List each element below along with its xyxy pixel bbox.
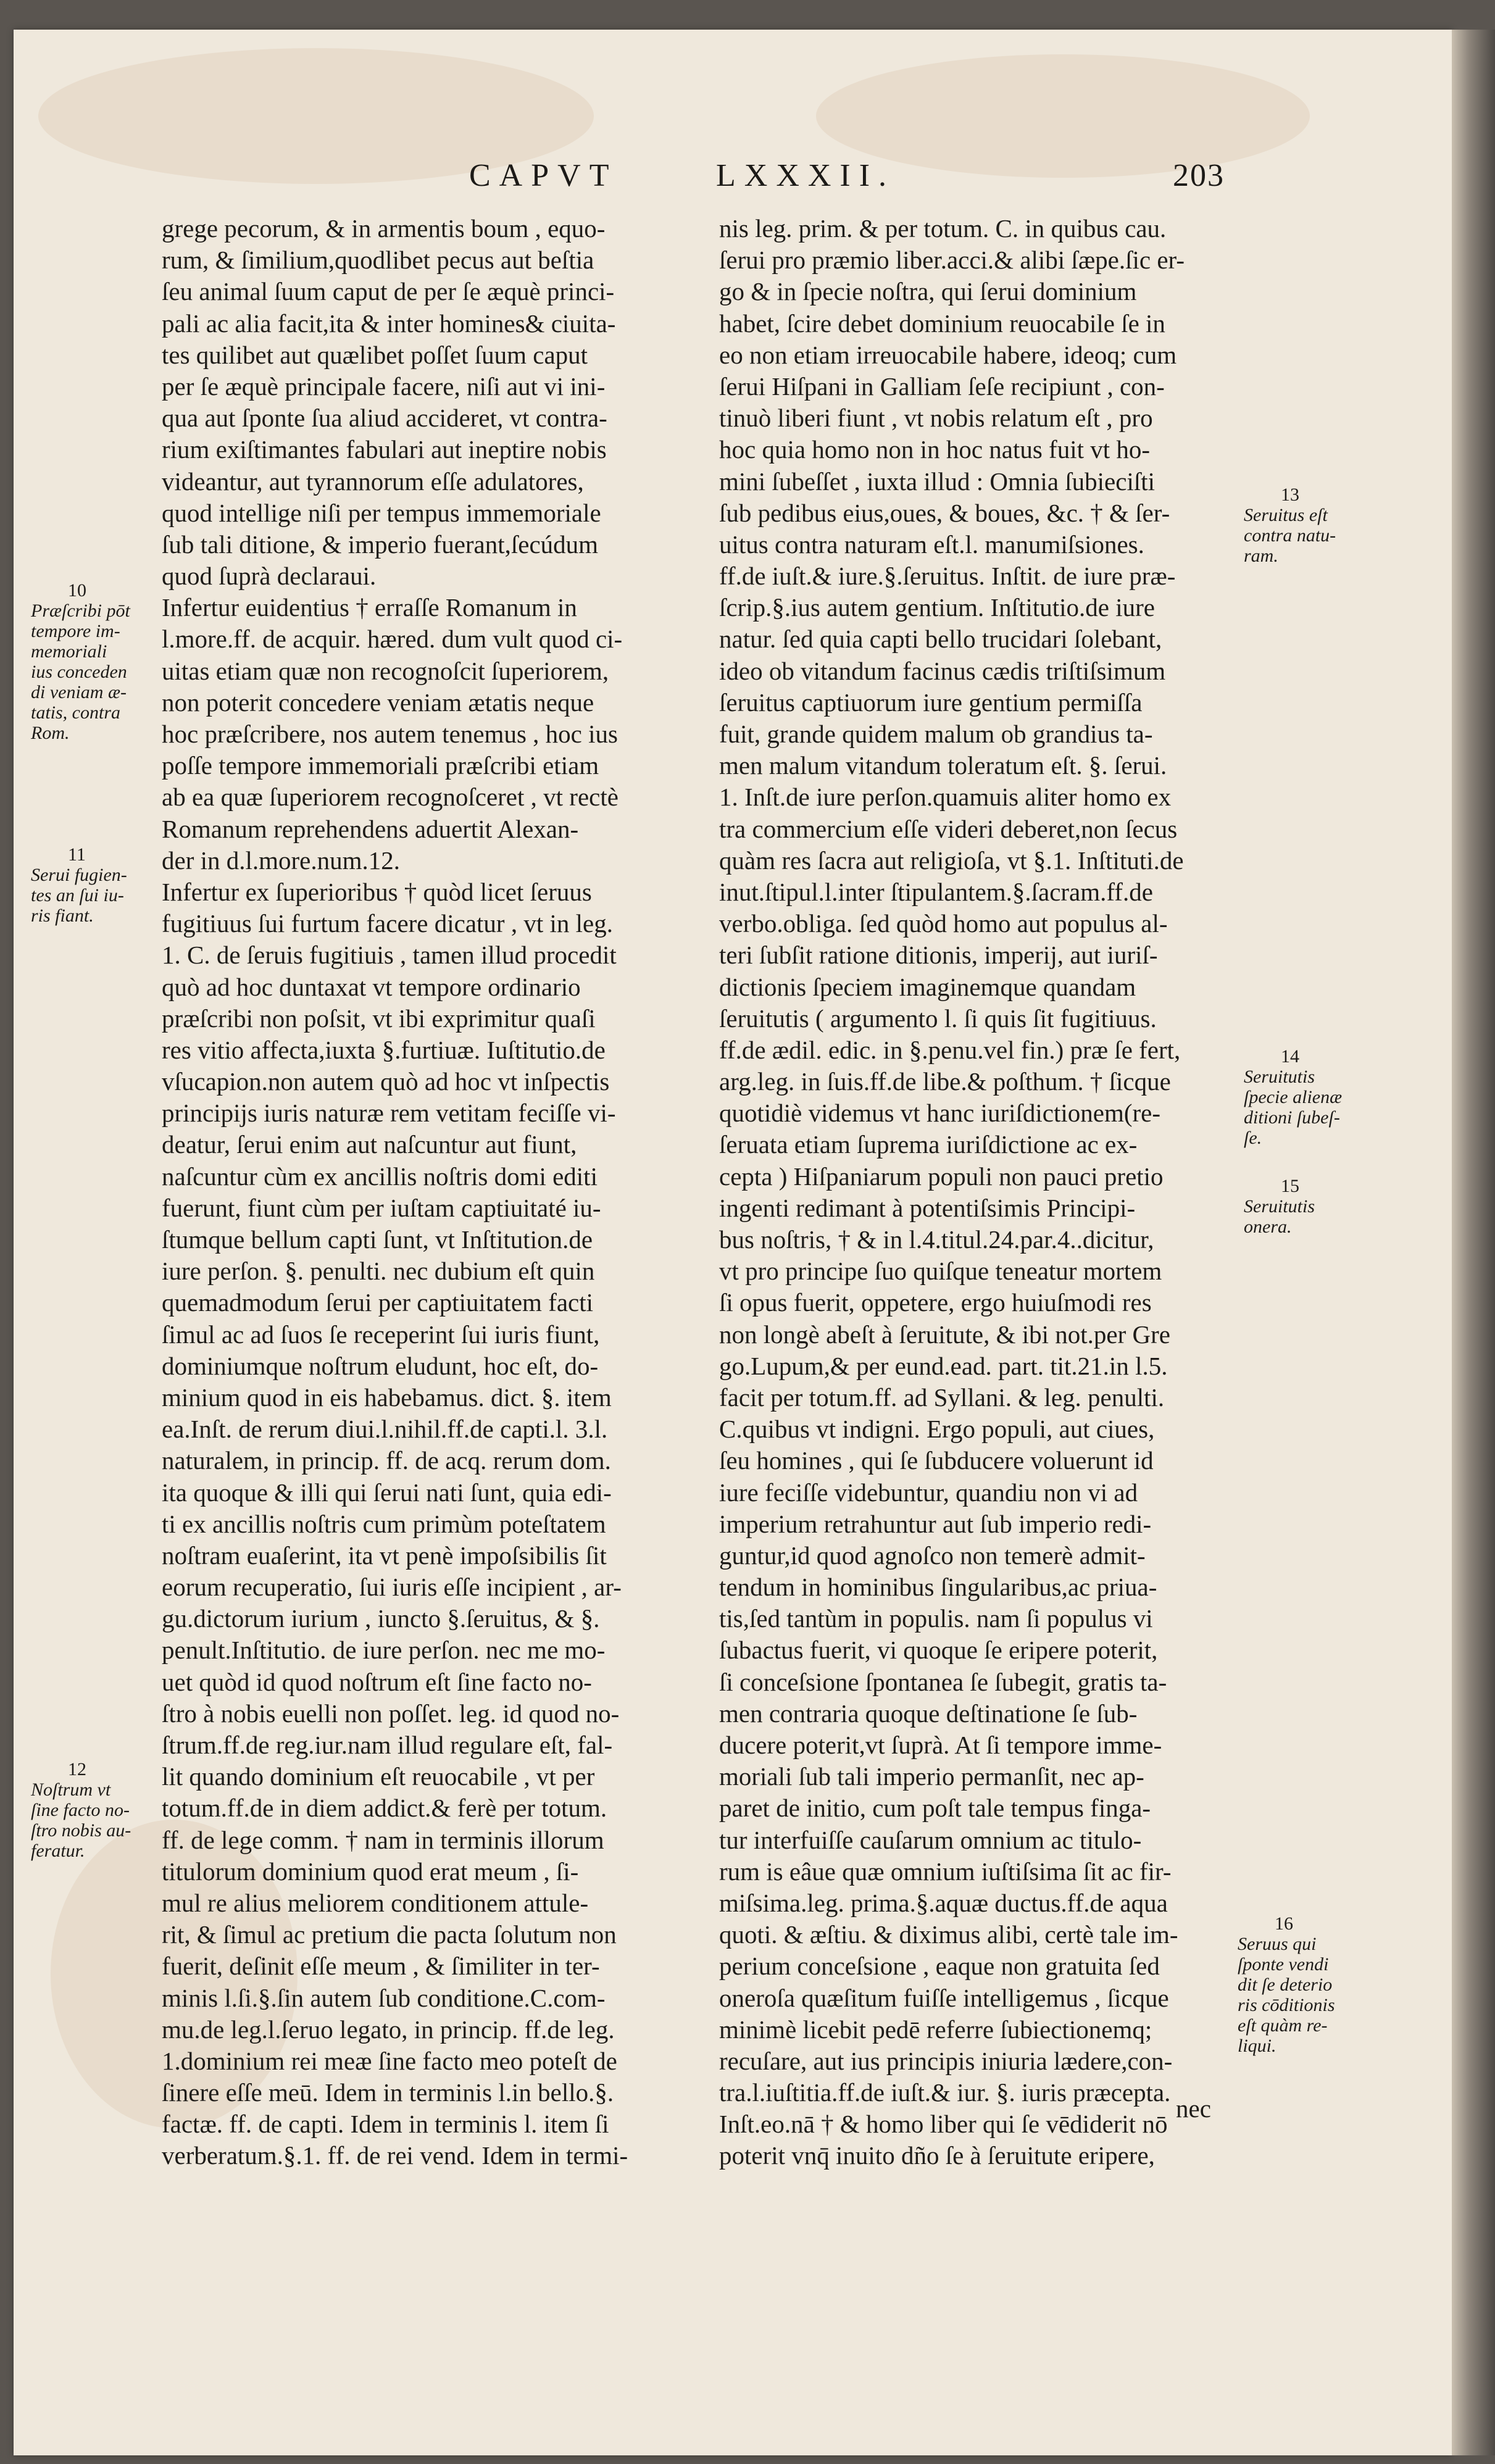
text-line: ideo ob vitandum facinus cædis triſtiſsimum — [719, 656, 1166, 685]
marginal-note-line: onera. — [1244, 1217, 1292, 1237]
text-line: bus noſtris, † & in l.4.titul.24.par.4..dicitur, — [719, 1225, 1154, 1254]
text-line: ſtumque bellum capti ſunt, vt Inſtitution.de — [162, 1225, 593, 1254]
marginal-note-number: 16 — [1275, 1913, 1293, 1934]
text-line: non longè abeſt à ſeruitute, & ibi not.per Gre — [719, 1320, 1170, 1349]
text-line: minis l.ſi.§.ſin autem ſub conditione.C.com- — [162, 1983, 606, 2012]
text-line: iure perſon. §. penulti. nec dubium eſt quin — [162, 1257, 595, 1286]
text-line: ſubactus fuerit, vi quoque ſe eripere poterit, — [719, 1636, 1158, 1665]
marginal-note-number: 12 — [68, 1759, 86, 1779]
marginal-note-13 — [1244, 485, 1336, 566]
text-line: ff. de lege comm. † nam in terminis illorum — [162, 1825, 604, 1854]
page-edge-shadow — [1452, 30, 1495, 2455]
text-line: 1. Inſt.de iure perſon.quamuis aliter homo ex — [719, 783, 1172, 812]
marginal-note-15 — [1244, 1176, 1315, 1237]
marginal-note-16 — [1238, 1913, 1335, 2056]
text-line: vſucapion.non autem quò ad hoc vt inſpectis — [162, 1067, 610, 1096]
text-line: ſeruitutis ( argumento l. ſi quis ſit fugitiuus. — [719, 1004, 1157, 1033]
text-line: quoti. & æſtiu. & diximus alibi, certè tale im- — [719, 1920, 1178, 1949]
text-line: moriali ſub tali imperio permanſit, nec ap- — [719, 1762, 1144, 1791]
text-line: uet quòd id quod noſtrum eſt ſine facto no- — [162, 1667, 592, 1696]
text-line: paret de initio, cum poſt tale tempus finga- — [719, 1794, 1151, 1823]
text-line: vt pro principe ſuo quiſque teneatur mortem — [719, 1257, 1162, 1286]
text-line: uitus contra naturam eſt.l. manumiſsiones. — [719, 530, 1144, 559]
text-line: mul re alius meliorem conditionem attule- — [162, 1888, 589, 1917]
marginal-note-line: Præſcribi pōt — [31, 601, 130, 621]
text-line: non poterit concedere veniam ætatis neque — [162, 688, 594, 717]
page-number: 203 — [1173, 158, 1225, 193]
text-line: ſerui pro præmio liber.acci.& alibi ſæpe.ſic er- — [719, 246, 1185, 275]
text-line: ſeu animal ſuum caput de per ſe æquè princi- — [162, 277, 615, 306]
text-line: ſub tali ditione, & imperio fuerant,ſecúdum — [162, 530, 599, 559]
text-line: dictionis ſpeciem imaginemque quandam — [719, 972, 1136, 1001]
header-caput: CAPVT — [469, 158, 618, 193]
text-line: grege pecorum, & in armentis boum , equo- — [162, 214, 606, 243]
text-line: rium exiſtimantes fabulari aut ineptire nobis — [162, 435, 607, 464]
marginal-note-line: ſponte vendi — [1238, 1954, 1329, 1975]
text-line: Infertur euidentius † erraſſe Romanum in — [162, 593, 577, 622]
text-line: ab ea quæ ſuperiorem recognoſceret , vt rectè — [162, 783, 618, 812]
text-line: ita quoque & illi qui ſerui nati ſunt, quia edi- — [162, 1478, 612, 1507]
marginal-note-line: ſe. — [1244, 1128, 1262, 1148]
marginal-note-number: 10 — [68, 580, 86, 601]
text-line: quò ad hoc duntaxat vt tempore ordinario — [162, 972, 581, 1001]
text-line: deatur, ſerui enim aut naſcuntur aut fiunt, — [162, 1130, 577, 1159]
marginal-note-number: 11 — [68, 844, 86, 865]
text-line: poſſe tempore immemoriali præſcribi etiam — [162, 751, 599, 780]
text-line: res vitio affecta,iuxta §.furtiuæ. Iuſtitutio.de — [162, 1035, 606, 1064]
marginal-note-line: Seruitus eſt — [1244, 505, 1328, 525]
text-line: 1. C. de ſeruis fugitiuis , tamen illud procedit — [162, 941, 617, 970]
text-line: per ſe æquè principale facere, niſi aut vi ini- — [162, 372, 606, 401]
text-line: ff.de ædil. edic. in §.penu.vel fin.) præ ſe fert, — [719, 1035, 1181, 1064]
text-line: fuit, grande quidem malum ob grandius ta- — [719, 720, 1153, 748]
catchword: nec — [1176, 2094, 1211, 2123]
marginal-note-10 — [31, 580, 130, 743]
text-line: quemadmodum ſerui per captiuitatem facti — [162, 1288, 594, 1317]
text-line: ea.Inſt. de rerum diui.l.nihil.ff.de capti.l. 3.l. — [162, 1415, 608, 1444]
text-line: tendum in hominibus ſingularibus,ac priua- — [719, 1573, 1157, 1602]
text-line: 1.dominium rei meæ ſine facto meo poteſt de — [162, 2046, 617, 2075]
text-line: ſimul ac ad ſuos ſe receperint ſui iuris fiunt, — [162, 1320, 600, 1349]
text-line: ſcrip.§.ius autem gentium. Inſtitutio.de iure — [719, 593, 1155, 622]
text-line: recuſare, aut ius principis iniuria lædere,con- — [719, 2046, 1173, 2075]
marginal-note-number: 15 — [1281, 1176, 1299, 1196]
text-line: principijs iuris naturæ rem vetitam feciſſe vi- — [162, 1099, 616, 1128]
text-line: Inſt.eo.nā † & homo liber qui ſe vēdiderit nō — [719, 2110, 1168, 2139]
text-line: rum is eâue quæ omnium iuſtiſsima ſit ac fir- — [719, 1857, 1172, 1886]
marginal-note-line: feratur. — [31, 1841, 85, 1861]
text-line: go.Lupum,& per eund.ead. part. tit.21.in l.5. — [719, 1351, 1168, 1380]
text-line: men contraria quoque deſtinatione ſe ſub- — [719, 1699, 1138, 1728]
text-line: factæ. ff. de capti. Idem in terminis l. item ſi — [162, 2110, 609, 2139]
text-line: guntur,id quod agnoſco non temerè admit- — [719, 1541, 1146, 1570]
text-line: ſi conceſsione ſpontanea ſe ſubegit, gratis ta- — [719, 1667, 1167, 1696]
text-line: uitas etiam quæ non recognoſcit ſuperiorem, — [162, 656, 609, 685]
text-line: quod ſuprà declaraui. — [162, 562, 377, 591]
text-line: tis,ſed tantùm in populis. nam ſi populus vi — [719, 1604, 1153, 1633]
marginal-note-line: Noſtrum vt — [31, 1779, 111, 1800]
text-line: eo non etiam irreuocabile habere, ideoq; cum — [719, 340, 1177, 369]
marginal-note-number: 13 — [1281, 485, 1299, 505]
text-line: imperium retrahuntur aut ſub imperio redi- — [719, 1509, 1152, 1538]
text-line: natur. ſed quia capti bello trucidari ſolebant, — [719, 625, 1162, 654]
marginal-note-line: ſpecie alienæ — [1244, 1087, 1343, 1107]
text-line: hoc præſcribere, nos autem tenemus , hoc ius — [162, 720, 618, 748]
text-line: rum, & ſimilium,quodlibet pecus aut beſtia — [162, 246, 594, 275]
marginal-note-line: ſine facto no- — [31, 1800, 130, 1820]
text-line: ſeruitus captiuorum iure gentium permiſſa — [719, 688, 1143, 717]
text-line: tinuò liberi fiunt , vt nobis relatum eſt , pro — [719, 404, 1153, 433]
text-line: fugitiuus ſui furtum facere dicatur , vt in leg. — [162, 909, 613, 938]
text-line: oneroſa quæſitum fuiſſe intelligemus , ſicque — [719, 1983, 1169, 2012]
text-line: quotidiè videmus vt hanc iuriſdictionem(re- — [719, 1099, 1161, 1128]
marginal-note-line: Seruitutis — [1244, 1196, 1315, 1217]
marginal-note-line: Seruitutis — [1244, 1067, 1315, 1087]
text-line: ſub pedibus eius,oues, & boues, &c. † & ſer- — [719, 498, 1170, 527]
text-line: ſi opus fuerit, oppetere, ergo huiuſmodi res — [719, 1288, 1152, 1317]
text-line: perium conceſsione , eaque non gratuita ſed — [719, 1952, 1160, 1981]
text-line: ſeruata etiam ſuprema iuriſdictione ac ex- — [719, 1130, 1138, 1159]
text-line: minimè licebit pedē referre ſubiectionemq; — [719, 2015, 1152, 2044]
marginal-note-line: ditioni ſubeſ- — [1244, 1107, 1340, 1128]
text-line: totum.ff.de in diem addict.& ferè per totum. — [162, 1794, 607, 1823]
marginal-note-line: di veniam æ- — [31, 682, 127, 702]
text-line: pali ac alia facit,ita & inter homines& ciuita- — [162, 309, 616, 338]
text-line: naturalem, in princip. ff. de acq. rerum dom. — [162, 1446, 611, 1475]
marginal-note-line: ram. — [1244, 546, 1278, 566]
text-line: Infertur ex ſuperioribus † quòd licet ſeruus — [162, 877, 592, 906]
text-line: quàm res ſacra aut religioſa, vt §.1. Inſtituti.de — [719, 846, 1184, 875]
text-line: poterit vnq̄ inuito dño ſe à ſeruitute eripere, — [719, 2141, 1155, 2170]
text-line: fuerunt, fiunt cùm per iuſtam captiuitaté iu- — [162, 1193, 601, 1222]
marginal-note-11 — [31, 844, 127, 926]
text-line: miſsima.leg. prima.§.aquæ ductus.ff.de aqua — [719, 1888, 1168, 1917]
marginal-note-line: tatis, contra — [31, 702, 121, 723]
marginal-note-number: 14 — [1281, 1046, 1299, 1067]
text-line: ſtrum.ff.de reg.iur.nam illud regulare eſt, fal- — [162, 1731, 613, 1759]
marginal-note-line: Rom. — [31, 723, 70, 743]
text-line: tes quilibet aut quælibet poſſet ſuum caput — [162, 340, 588, 369]
text-line: gu.dictorum iurium , iuncto §.ſeruitus, & §. — [162, 1604, 600, 1633]
text-line: eorum recuperatio, ſui iuris eſſe incipient , ar- — [162, 1573, 622, 1602]
text-line: titulorum dominium quod erat meum , ſi- — [162, 1857, 579, 1886]
text-line: nis leg. prim. & per totum. C. in quibus cau. — [719, 214, 1167, 243]
marginal-note-line: Serui fugien- — [31, 865, 127, 885]
text-line: naſcuntur cùm ex ancillis noſtris domi editi — [162, 1162, 598, 1191]
text-line: tur interfuiſſe cauſarum omnium ac titulo- — [719, 1825, 1142, 1854]
marginal-note-line: eſt quàm re- — [1238, 2015, 1328, 2036]
text-line: verbo.obliga. ſed quòd homo aut populus al- — [719, 909, 1168, 938]
text-line: inut.ſtipul.l.inter ſtipulantem.§.ſacram.ff.de — [719, 877, 1153, 906]
text-line: habet, ſcire debet dominium reuocabile ſe in — [719, 309, 1165, 338]
text-line: teri ſubſit ratione ditionis, imperij, aut iuriſ- — [719, 941, 1158, 970]
marginal-note-12 — [31, 1759, 131, 1861]
left-text-column — [162, 213, 683, 2172]
text-line: lit quando dominium eſt reuocabile , vt per — [162, 1762, 595, 1791]
text-line: noſtram euaſerint, ita vt penè impoſsibilis ſit — [162, 1541, 607, 1570]
text-line: qua aut ſponte ſua aliud accideret, vt contra- — [162, 404, 607, 433]
text-line: Romanum reprehendens aduertit Alexan- — [162, 814, 579, 843]
text-line: ſeu homines , qui ſe ſubducere voluerunt id — [719, 1446, 1154, 1475]
marginal-note-line: ris cōditionis — [1238, 1995, 1335, 2015]
text-line: ti ex ancillis noſtris cum primùm poteſtatem — [162, 1509, 606, 1538]
text-line: arg.leg. in ſuis.ff.de libe.& poſthum. † ſicque — [719, 1067, 1171, 1096]
text-line: fuerit, deſinit eſſe meum , & ſimiliter in ter- — [162, 1952, 600, 1981]
text-line: ſerui Hiſpani in Galliam ſeſe recipiunt , con- — [719, 372, 1165, 401]
marginal-note-line: contra natu- — [1244, 525, 1336, 546]
text-line: ducere poterit,vt ſuprà. At ſi tempore imme- — [719, 1731, 1162, 1759]
marginal-note-line: ius conceden — [31, 662, 127, 682]
text-line: tra commercium eſſe videri deberet,non ſecus — [719, 814, 1178, 843]
text-line: rit, & ſimul ac pretium die pacta ſolutum non — [162, 1920, 617, 1949]
text-line: l.more.ff. de acquir. hæred. dum vult quod ci- — [162, 625, 623, 654]
text-line: quod intellige niſi per tempus immemoriale — [162, 498, 601, 527]
text-line: go & in ſpecie noſtra, qui ſerui dominium — [719, 277, 1137, 306]
header-chapter-number: LXXXII. — [716, 158, 896, 193]
text-line: facit per totum.ff. ad Syllani. & leg. penulti. — [719, 1383, 1165, 1412]
text-line: ingenti redimant à potentiſsimis Principi- — [719, 1193, 1136, 1222]
text-line: dominiumque noſtrum eludunt, hoc eſt, do- — [162, 1351, 599, 1380]
text-line: minium quod in eis habebamus. dict. §. item — [162, 1383, 612, 1412]
marginal-note-line: memoriali — [31, 641, 107, 662]
marginal-note-line: dit ſe deterio — [1238, 1975, 1333, 1995]
text-line: penult.Inſtitutio. de iure perſon. nec me mo- — [162, 1636, 606, 1665]
text-line: ſinere eſſe meū. Idem in terminis l.in bello.§. — [162, 2078, 614, 2107]
text-line: videantur, aut tyrannorum eſſe adulatores, — [162, 467, 584, 496]
running-header — [0, 157, 1420, 194]
marginal-note-line: ris fiant. — [31, 905, 94, 926]
text-line: iure feciſſe videbuntur, quandiu non vi ad — [719, 1478, 1138, 1507]
text-line: mini ſubeſſet , iuxta illud : Omnia ſubieciſti — [719, 467, 1156, 496]
text-line: cepta ) Hiſpaniarum populi non pauci pretio — [719, 1162, 1164, 1191]
text-line: der in d.l.more.num.12. — [162, 846, 401, 875]
text-line: ſtro à nobis euelli non poſſet. leg. id quod no- — [162, 1699, 620, 1728]
text-line: verberatum.§.1. ff. de rei vend. Idem in termi- — [162, 2141, 628, 2170]
text-line: præſcribi non poſsit, vt ibi exprimitur quaſi — [162, 1004, 596, 1033]
marginal-note-line: tes an ſui iu- — [31, 885, 124, 905]
marginal-note-line: ſtro nobis au- — [31, 1820, 131, 1841]
marginal-note-line: Seruus qui — [1238, 1934, 1317, 1954]
marginal-note-line: liqui. — [1238, 2036, 1276, 2056]
text-line: mu.de leg.l.ſeruo legato, in princip. ff.de leg. — [162, 2015, 615, 2044]
text-line: ff.de iuſt.& iure.§.ſeruitus. Inſtit. de iure præ- — [719, 562, 1176, 591]
right-text-column — [719, 213, 1241, 2172]
text-line: tra.l.iuſtitia.ff.de iuſt.& iur. §. iuris præcepta. — [719, 2078, 1171, 2107]
marginal-note-14 — [1244, 1046, 1342, 1148]
text-line: men malum vitandum toleratum eſt. §. ſerui. — [719, 751, 1167, 780]
marginal-note-line: tempore im- — [31, 621, 120, 641]
text-line: hoc quia homo non in hoc natus fuit vt ho- — [719, 435, 1151, 464]
text-line: C.quibus vt indigni. Ergo populi, aut ciues, — [719, 1415, 1155, 1444]
